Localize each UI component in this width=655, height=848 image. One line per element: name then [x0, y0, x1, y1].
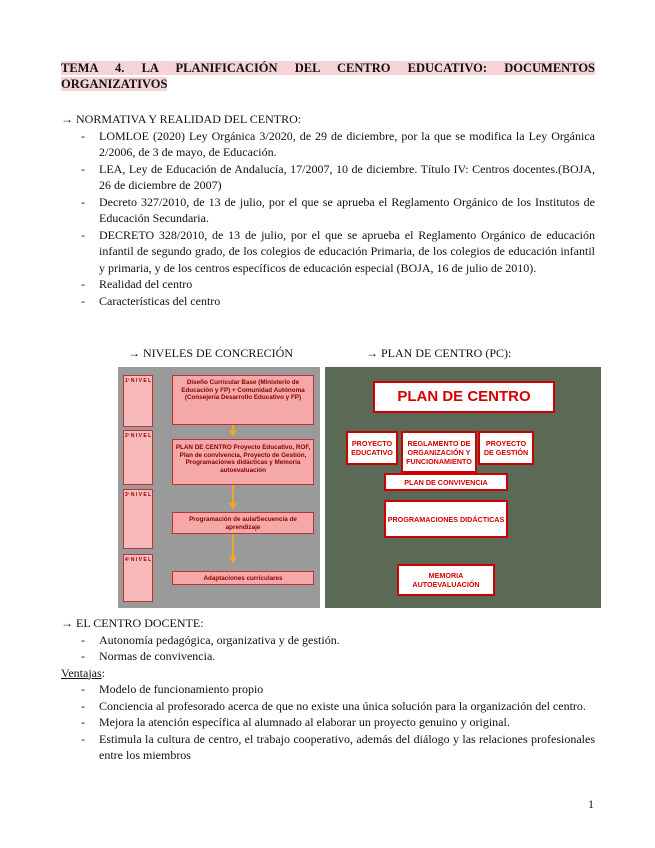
niveles-caption: → NIVELES DE CONCRECIÓN — [128, 346, 293, 360]
list-item: - Modelo de funcionamiento propio — [81, 681, 595, 698]
plan-centro-title: PLAN DE CENTRO — [373, 381, 555, 413]
list-item: - Autonomía pedagógica, organizativa y de gestión. — [81, 632, 595, 649]
niveles-diagram — [118, 367, 320, 608]
proyecto-gestion-box: PROYECTO DE GESTIÓN — [478, 431, 534, 465]
list-item: - Conciencia al profesorado acerca de que no existe una única solución para la organización del centro. — [81, 698, 595, 715]
figures-area — [0, 345, 655, 615]
list-item: - Estimula la cultura de centro, el trabajo cooperativo, además del diálogo y las relaciones profesionales entre los miembros — [81, 731, 595, 764]
title-line-1: TEMA 4. LA PLANIFICACIÓN DEL CENTRO EDUCATIVO: DOCUMENTOS — [61, 61, 595, 75]
normativa-heading: → NORMATIVA Y REALIDAD DEL CENTRO: — [61, 112, 302, 126]
level-label: 1º N I V E L — [123, 375, 153, 427]
page-number: 1 — [588, 797, 594, 811]
centro-docente-heading: → EL CENTRO DOCENTE: — [61, 616, 204, 630]
nivel-box: Adaptaciones curriculares — [172, 571, 314, 585]
arrow-down-icon — [229, 557, 237, 564]
arrow-down-icon — [229, 430, 237, 437]
arrow-stem — [232, 534, 234, 559]
title-line-2: ORGANIZATIVOS — [61, 77, 168, 91]
nivel-box: Diseño Curricular Base (Ministerio de Educación y FP) + Comunidad Autónoma (Consejería Desarrollo Educativo y FP) — [172, 375, 314, 425]
nivel-box: PLAN DE CENTRO Proyecto Educativo, ROF, Plan de convivencia, Proyecto de Gestión, Programaciones didácticas y Memoria autoevaluación — [172, 439, 314, 485]
memoria-box: MEMORIA AUTOEVALUACIÓN — [397, 564, 495, 596]
normativa-section — [61, 111, 595, 309]
list-item: - Normas de convivencia. — [81, 648, 595, 665]
plan-caption: → PLAN DE CENTRO (PC): — [366, 346, 512, 360]
ventajas-heading — [61, 665, 595, 682]
convivencia-box: PLAN DE CONVIVENCIA — [384, 473, 508, 491]
nivel-box: Programación de aula/Secuencia de aprendizaje — [172, 512, 314, 534]
ventajas-list — [81, 681, 595, 764]
list-item: - DECRETO 328/2010, de 13 de julio, por el que se aprueba el Reglamento Orgánico de educación infantil de segundo grado, de los colegios de educación Primaria, de los colegios de educación infantil y primaria, y de los centros específicos de educación especial (BOJA, 16 de julio de 2010). — [81, 227, 595, 277]
arrow-stem — [232, 485, 234, 505]
normativa-list — [81, 128, 595, 310]
arrow-down-icon — [229, 503, 237, 510]
level-label: 2º N I V E L — [123, 430, 153, 485]
page-title — [61, 60, 595, 92]
list-item: - LOMLOE (2020) Ley Orgánica 3/2020, de 29 de diciembre, por la que se modifica la Ley Orgánica 2/2006, de 3 de mayo, de Educación. — [81, 128, 595, 161]
centro-docente-list — [81, 632, 595, 665]
level-label: 4º N I V E L — [123, 554, 153, 602]
centro-docente-section — [61, 615, 595, 764]
list-item: - Realidad del centro — [81, 276, 595, 293]
list-item: - Mejora la atención específica al alumnado al elaborar un proyecto genuino y original. — [81, 714, 595, 731]
list-item: - Características del centro — [81, 293, 595, 310]
plan-centro-diagram — [325, 367, 601, 608]
ventajas-colon: : — [101, 665, 105, 680]
ventajas-label: Ventajas — [61, 665, 102, 680]
list-item: - Decreto 327/2010, de 13 de julio, por el que se aprueba el Reglamento Orgánico de los Institutos de Educación Secundaria. — [81, 194, 595, 227]
proyecto-educativo-box: PROYECTO EDUCATIVO — [346, 431, 398, 465]
programaciones-box: PROGRAMACIONES DIDÁCTICAS — [384, 500, 508, 538]
list-item: - LEA, Ley de Educación de Andalucía, 17/2007, 10 de diciembre. Título IV: Centros docentes.(BOJA, 26 de diciembre de 2007) — [81, 161, 595, 194]
reglamento-box: REGLAMENTO DE ORGANIZACIÓN Y FUNCIONAMIENTO — [401, 431, 477, 473]
level-label: 3º N I V E L — [123, 489, 153, 549]
